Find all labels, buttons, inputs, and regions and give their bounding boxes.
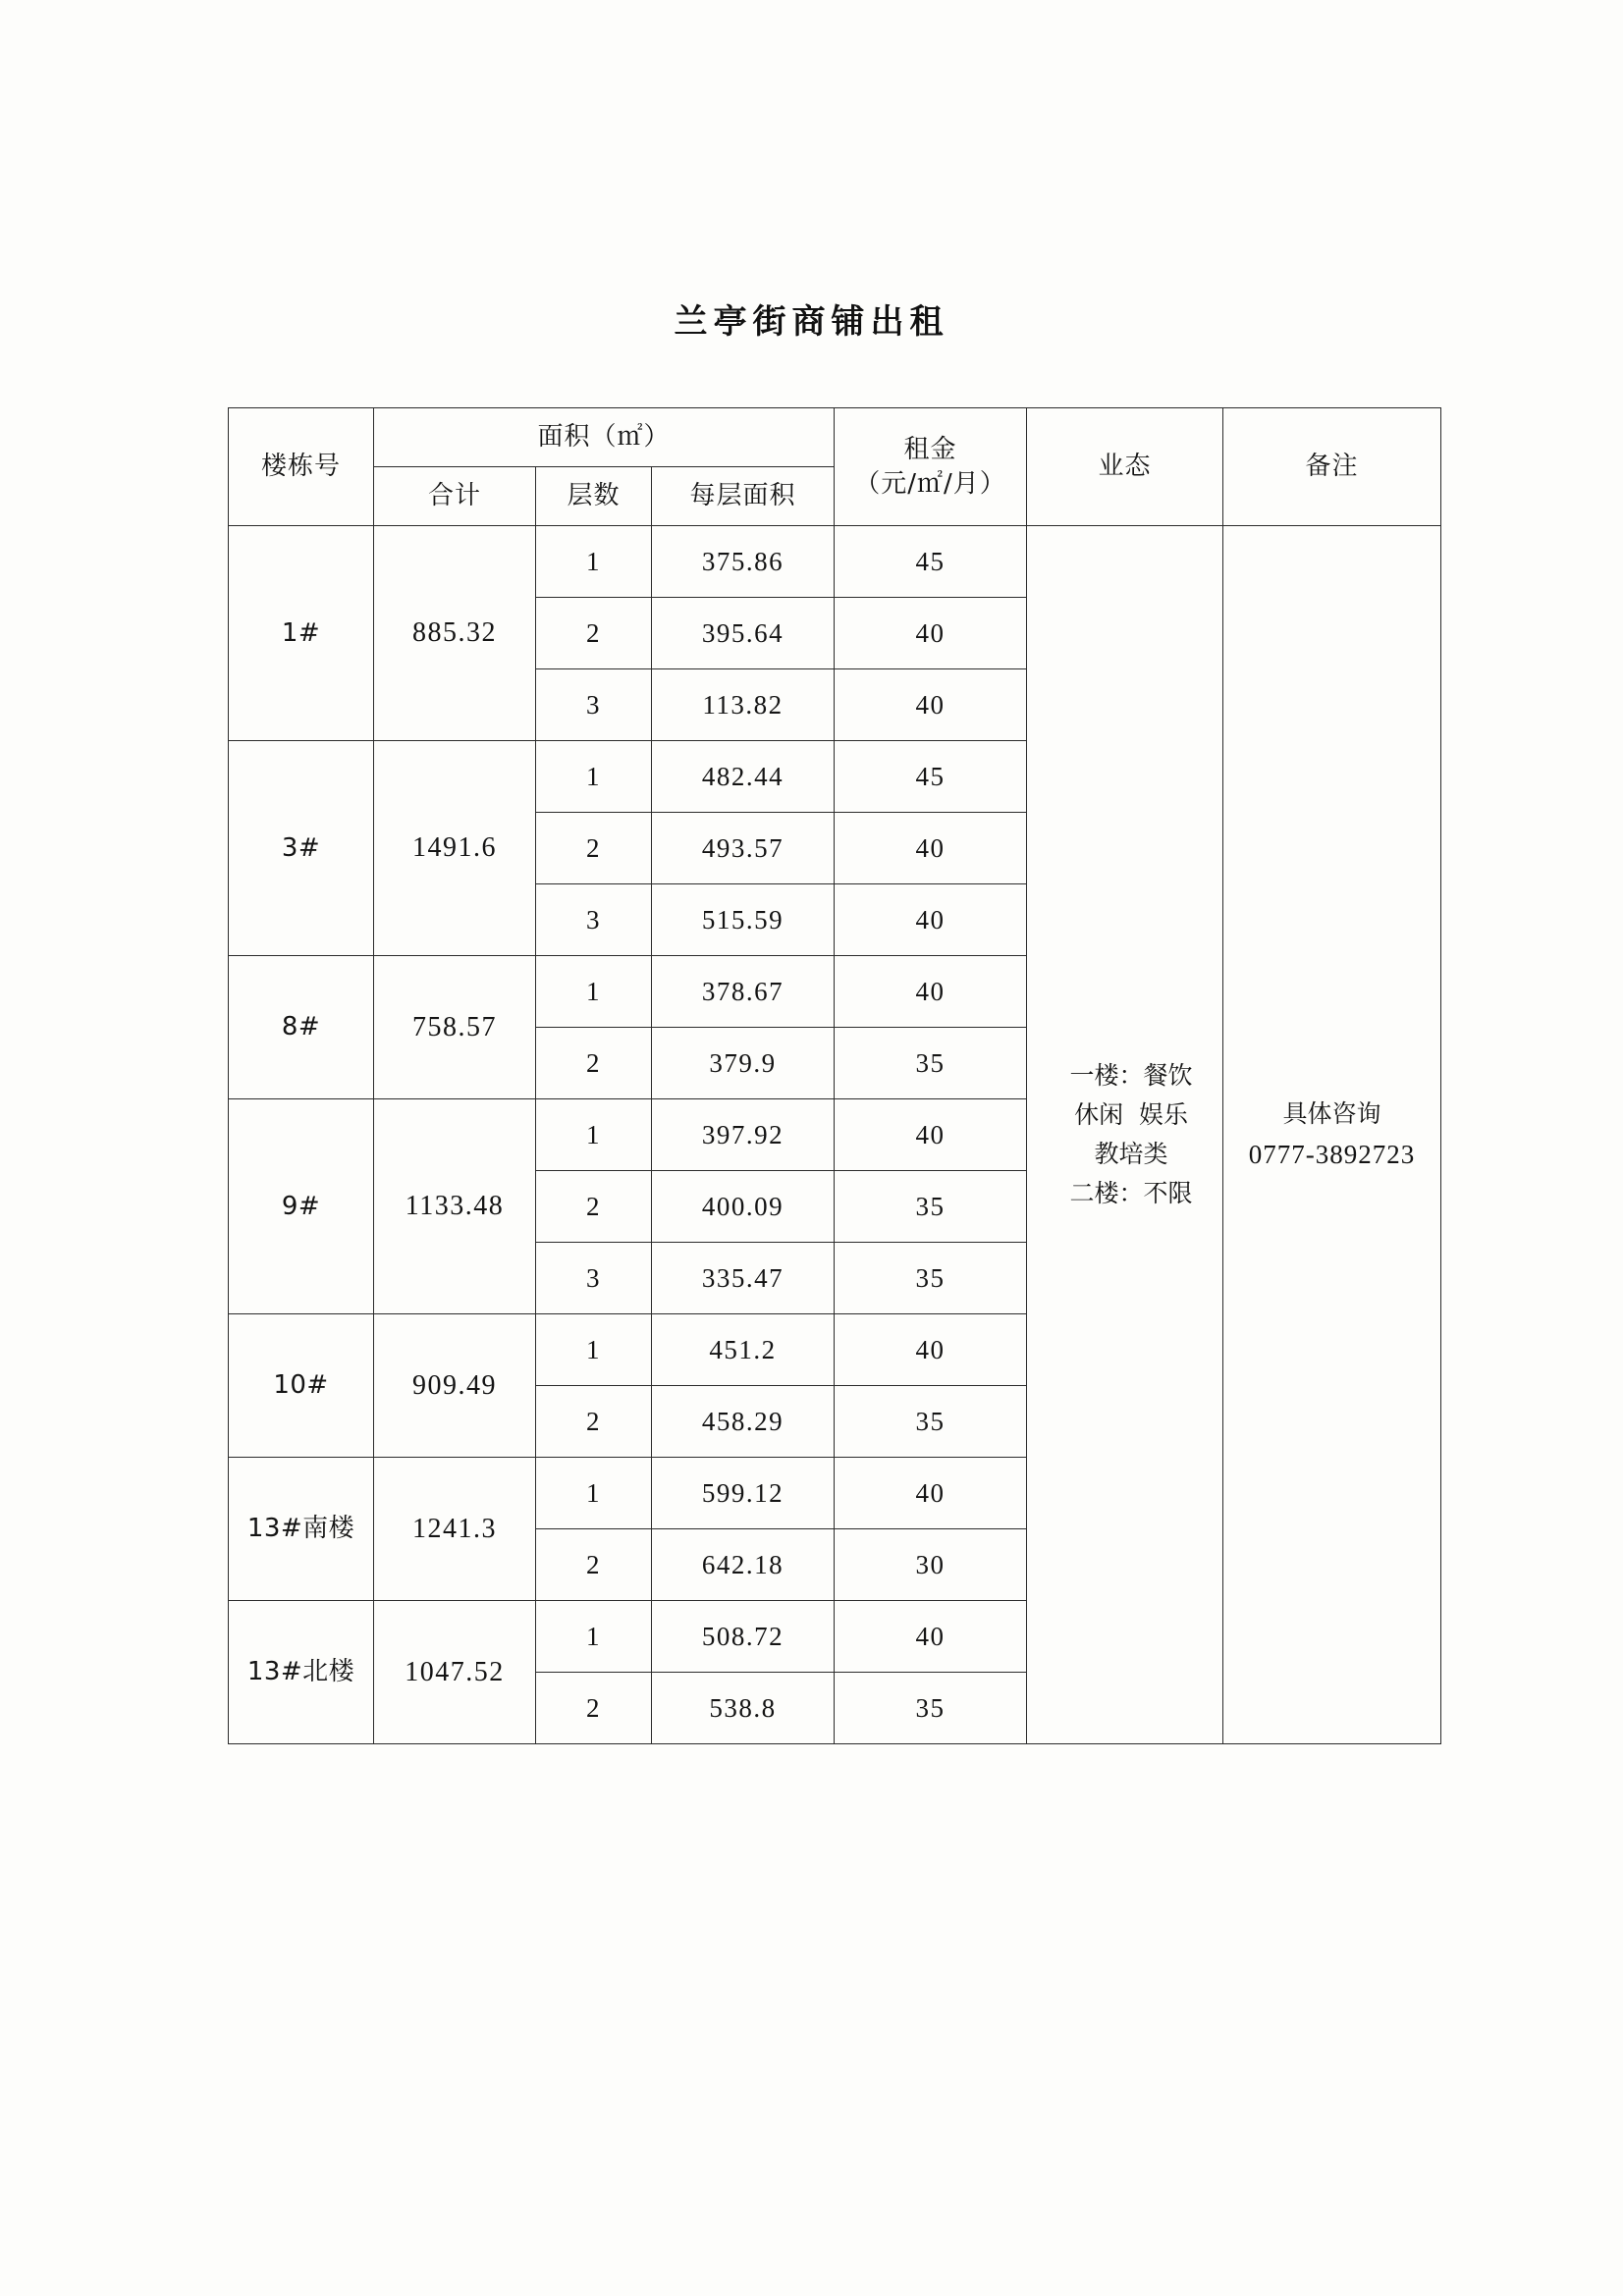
floor-number: 2 <box>536 1673 652 1744</box>
rent-table-container <box>228 407 1440 1744</box>
header-floor-count: 层数 <box>536 467 652 526</box>
floor-area: 451.2 <box>652 1314 835 1386</box>
floor-number: 1 <box>536 1458 652 1529</box>
floor-number: 1 <box>536 1601 652 1673</box>
business-type-line-3: 教培类 <box>1094 1140 1168 1169</box>
floor-area: 599.12 <box>652 1458 835 1529</box>
floor-number: 3 <box>536 884 652 956</box>
floor-area: 113.82 <box>652 669 835 741</box>
floor-area: 493.57 <box>652 813 835 884</box>
floor-area: 482.44 <box>652 741 835 813</box>
floor-rent: 40 <box>835 884 1027 956</box>
building-number: 13#北楼 <box>229 1601 374 1744</box>
floor-number: 2 <box>536 1529 652 1601</box>
floor-area: 515.59 <box>652 884 835 956</box>
business-type-cell <box>1027 526 1223 1744</box>
floor-rent: 40 <box>835 956 1027 1028</box>
header-area-group: 面积（㎡） <box>374 408 835 467</box>
header-building: 楼栋号 <box>229 408 374 526</box>
floor-number: 2 <box>536 598 652 669</box>
building-total-area: 1491.6 <box>374 741 536 956</box>
floor-area: 642.18 <box>652 1529 835 1601</box>
floor-rent: 40 <box>835 1314 1027 1386</box>
floor-number: 1 <box>536 526 652 598</box>
floor-area: 395.64 <box>652 598 835 669</box>
building-total-area: 1047.52 <box>374 1601 536 1744</box>
floor-area: 397.92 <box>652 1099 835 1171</box>
building-number: 13#南楼 <box>229 1458 374 1601</box>
floor-rent: 40 <box>835 1458 1027 1529</box>
floor-rent: 45 <box>835 526 1027 598</box>
floor-number: 3 <box>536 669 652 741</box>
floor-number: 1 <box>536 1314 652 1386</box>
building-total-area: 885.32 <box>374 526 536 741</box>
floor-area: 335.47 <box>652 1243 835 1314</box>
floor-number: 1 <box>536 956 652 1028</box>
floor-rent: 40 <box>835 598 1027 669</box>
floor-area: 400.09 <box>652 1171 835 1243</box>
shop-rent-table <box>228 407 1441 1744</box>
business-type-line-1: 一楼：餐饮 <box>1069 1061 1193 1091</box>
header-rent-line1: 租金 <box>903 434 957 464</box>
remark-cell <box>1223 526 1441 1744</box>
header-business-type: 业态 <box>1027 408 1223 526</box>
table-row <box>229 526 1441 598</box>
remark-phone: 0777-3892723 <box>1248 1139 1416 1169</box>
building-total-area: 909.49 <box>374 1314 536 1458</box>
building-total-area: 1133.48 <box>374 1099 536 1314</box>
floor-number: 3 <box>536 1243 652 1314</box>
floor-number: 2 <box>536 813 652 884</box>
floor-area: 379.9 <box>652 1028 835 1099</box>
floor-rent: 40 <box>835 1601 1027 1673</box>
floor-number: 2 <box>536 1386 652 1458</box>
header-rent-line2: （元/㎡/月） <box>854 468 1006 499</box>
remark-line-1: 具体咨询 <box>1282 1098 1381 1128</box>
building-number: 10# <box>229 1314 374 1458</box>
floor-rent: 35 <box>835 1243 1027 1314</box>
floor-area: 538.8 <box>652 1673 835 1744</box>
header-rent <box>835 408 1027 526</box>
floor-number: 2 <box>536 1171 652 1243</box>
building-total-area: 1241.3 <box>374 1458 536 1601</box>
floor-area: 458.29 <box>652 1386 835 1458</box>
header-total: 合计 <box>374 467 536 526</box>
building-number: 1# <box>229 526 374 741</box>
floor-area: 378.67 <box>652 956 835 1028</box>
floor-number: 1 <box>536 1099 652 1171</box>
floor-rent: 40 <box>835 813 1027 884</box>
floor-rent: 35 <box>835 1028 1027 1099</box>
header-each-floor-area: 每层面积 <box>652 467 835 526</box>
floor-number: 2 <box>536 1028 652 1099</box>
business-type-line-2: 休闲 娱乐 <box>1074 1100 1188 1130</box>
header-remark: 备注 <box>1223 408 1441 526</box>
building-total-area: 758.57 <box>374 956 536 1099</box>
business-type-line-4: 二楼：不限 <box>1069 1179 1193 1208</box>
floor-rent: 45 <box>835 741 1027 813</box>
table-header-row-1 <box>229 408 1441 467</box>
floor-rent: 35 <box>835 1386 1027 1458</box>
building-number: 3# <box>229 741 374 956</box>
building-number: 8# <box>229 956 374 1099</box>
floor-rent: 35 <box>835 1673 1027 1744</box>
floor-rent: 40 <box>835 669 1027 741</box>
floor-number: 1 <box>536 741 652 813</box>
floor-area: 508.72 <box>652 1601 835 1673</box>
floor-rent: 40 <box>835 1099 1027 1171</box>
page-title: 兰亭街商铺出租 <box>674 302 949 342</box>
floor-rent: 30 <box>835 1529 1027 1601</box>
building-number: 9# <box>229 1099 374 1314</box>
floor-area: 375.86 <box>652 526 835 598</box>
floor-rent: 35 <box>835 1171 1027 1243</box>
